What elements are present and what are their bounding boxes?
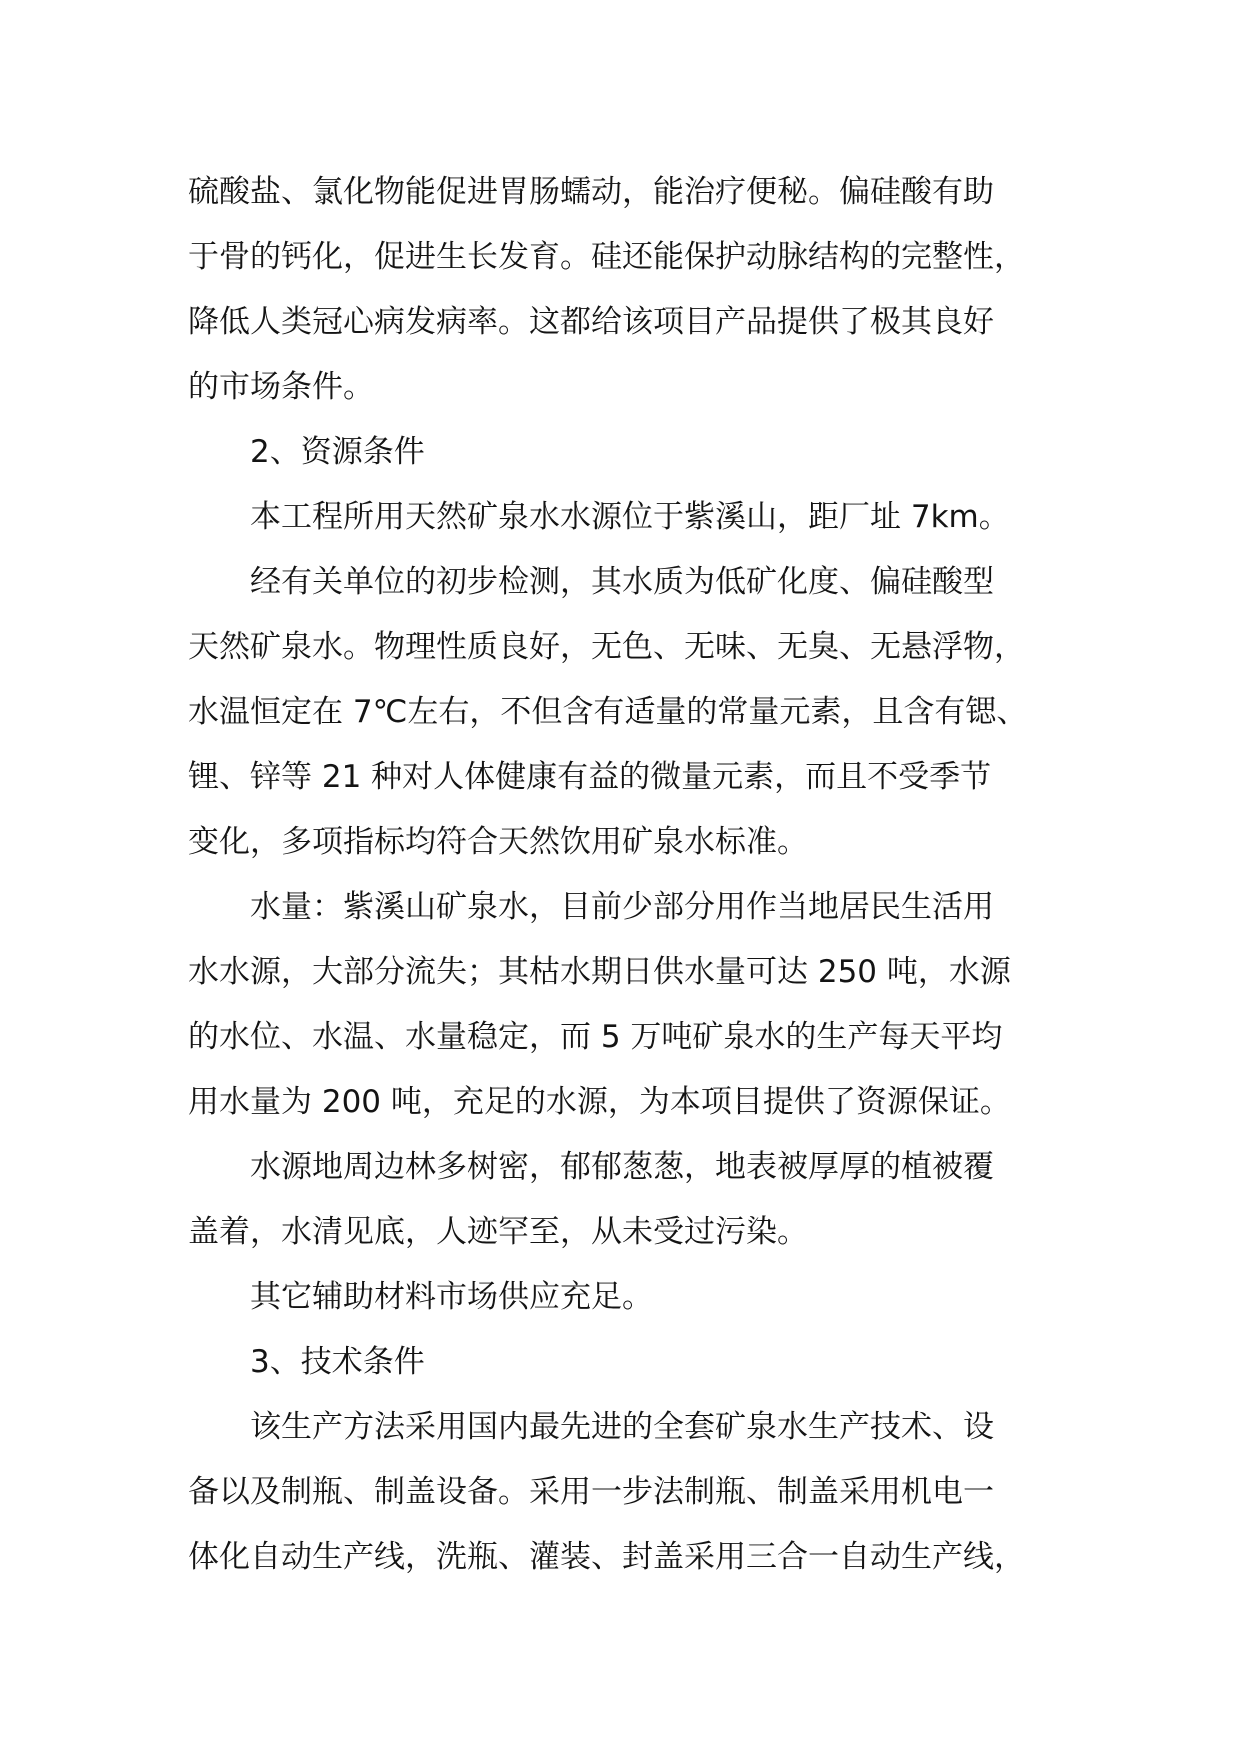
text-line: 经有关单位的初步检测，其水质为低矿化度、偏硅酸型 [250,564,994,600]
text-line: 盖着，水清见底，人迹罕至，从未受过污染。 [188,1214,808,1250]
text-line: 于骨的钙化，促进生长发育。硅还能保护动脉结构的完整性， [188,239,1025,275]
text-line: 体化自动生产线，洗瓶、灌装、封盖采用三合一自动生产线， [188,1539,1025,1575]
text-line: 降低人类冠心病发病率。这都给该项目产品提供了极其良好 [188,304,994,340]
text-line: 该生产方法采用国内最先进的全套矿泉水生产技术、设 [250,1409,994,1445]
text-line: 硫酸盐、氯化物能促进胃肠蠕动，能治疗便秘。偏硅酸有助 [188,174,994,210]
section-heading-technology: 3、技术条件 [250,1344,425,1380]
text-line: 天然矿泉水。物理性质良好，无色、无味、无臭、无悬浮物， [188,629,1025,665]
text-line: 备以及制瓶、制盖设备。采用一步法制瓶、制盖采用机电一 [188,1474,994,1510]
text-line: 的市场条件。 [188,369,374,405]
text-line: 的水位、水温、水量稳定，而 5 万吨矿泉水的生产每天平均 [188,1019,1003,1055]
text-line: 锂、锌等 21 种对人体健康有益的微量元素，而且不受季节 [188,759,992,795]
text-line: 本工程所用天然矿泉水水源位于紫溪山，距厂址 7km。 [250,499,1010,535]
text-line: 其它辅助材料市场供应充足。 [250,1279,653,1315]
text-line: 水量：紫溪山矿泉水，目前少部分用作当地居民生活用 [250,889,994,925]
text-line: 用水量为 200 吨，充足的水源，为本项目提供了资源保证。 [188,1084,1011,1120]
text-line: 水水源，大部分流失；其枯水期日供水量可达 250 吨，水源 [188,954,1011,990]
section-heading-resources: 2、资源条件 [250,434,425,470]
text-line: 水源地周边林多树密，郁郁葱葱，地表被厚厚的植被覆 [250,1149,994,1185]
text-line: 变化，多项指标均符合天然饮用矿泉水标准。 [188,824,808,860]
text-line: 水温恒定在 7℃左右，不但含有适量的常量元素，且含有锶、 [188,694,1028,730]
document-body [188,160,1056,1590]
